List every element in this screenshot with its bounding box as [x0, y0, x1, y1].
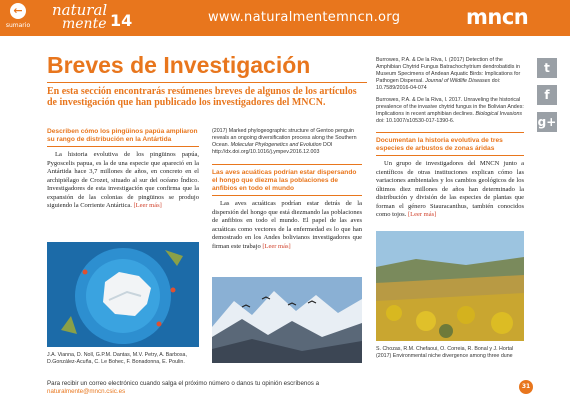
- page-number: 31: [519, 380, 533, 394]
- lead-paragraph: En esta sección encontrarás resúmenes breves de algunos de los artículos de investigación que han publicado los investigadores del MNCN.: [47, 86, 357, 108]
- site-url-link[interactable]: www.naturalmentemncn.org: [208, 10, 401, 25]
- heading-divider: [212, 164, 362, 165]
- heading-divider: [376, 155, 524, 156]
- facebook-button[interactable]: [537, 85, 557, 105]
- birds-reference-1: Burrowes, P.A. & De la Riva, I. (2017) Detection of the Amphibian Chytrid Fungus Batrachochytrium dendrobatidis in Museum Specimens of Andean Aquatic Birds: Implications for Pathogen Dispersal. Journal of Wildlife Diseases doi: 10.7589/2016-04-074: [376, 57, 521, 91]
- article-birds-fungus: [212, 128, 362, 251]
- google-plus-icon: g+: [537, 115, 557, 129]
- heading-divider: [47, 146, 199, 147]
- magazine-logo[interactable]: [48, 1, 133, 33]
- footer-note: Para recibir un correo electrónico cuando salga el próximo número o danos tu opinión escríbenos a naturalmente@mncn.csic.es: [47, 380, 320, 395]
- birds-heading: Las aves acuáticas podrían estar dispersando el hongo que diezma las poblaciones de anfibios en todo el mundo: [212, 169, 357, 192]
- logo-line2: mente: [62, 16, 107, 32]
- logo-line1: natural: [52, 1, 108, 19]
- header-bar: [0, 0, 570, 36]
- reference-journal: Biological Invasions: [475, 111, 523, 117]
- article-penguins: [47, 128, 199, 211]
- back-label: sumario: [5, 22, 31, 29]
- shrubs-body: Un grupo de investigadores del MNCN junto a científicos de otras instituciones explican cómo las variaciones ambientales y los cambios geológicos de los últimos diez millones de años han determinado la distribución y división de las especies de plantas que forman el género Stauracanthus, también conocidos como tojos. [Leer más]: [376, 160, 524, 218]
- read-more-link[interactable]: [Leer más]: [407, 211, 437, 218]
- contact-email-link[interactable]: naturalmente@mncn.csic.es: [47, 388, 126, 395]
- read-more-link[interactable]: [Leer más]: [133, 202, 162, 209]
- penguins-reference: (2017) Marked phylogeographic structure of Gentoo penguin reveals an ongoing diversification process along the Southern Ocean. Molecular Phylogenetics and Evolution DOI http://dx.doi.org/10.1016/j.ympev.2016.12.003: [212, 128, 357, 155]
- title-divider: [47, 82, 367, 83]
- reference-journal: Molecular Phylogenetics and Evolution: [230, 142, 322, 148]
- birds-reference-2: Burrowes, P.A. & De la Riva, I. 2017. Unraveling the historical prevalence of the invasive chytrid fungus in the Bolivian Andes: Implications in recent amphibian declines. Biological Invasions doi: 10.1007/s10530-017-1390-6.: [376, 97, 524, 124]
- reference-doi[interactable]: DOI http://dx.doi.org/10.1016/j.ympev.2016.12.003: [212, 142, 333, 155]
- shrubs-heading: Documentan la historia evolutiva de tres especies de arbustos de zonas áridas: [376, 137, 503, 152]
- google-plus-button[interactable]: [537, 112, 557, 132]
- penguins-body: La historia evolutiva de los pingüinos papúa, Pygoscelis papua, es la de una especie que apareció en la Antártida hace 3,7 millones de años, en concreto en el archipiélago de Crozet, situado al sur del océano Índico. Investigadores de esta investigación que confirma que la expansión de las colonias de pingüinos se produjo siguiendo la Corriente Antártica. [Leer más]: [47, 151, 199, 209]
- penguins-heading: Describen cómo los pingüinos papúa ampliaron su rango de distribución en la Antártida: [47, 128, 198, 143]
- arrow-left-icon: ←: [10, 3, 26, 19]
- twitter-button[interactable]: [537, 58, 557, 78]
- reference-doi[interactable]: doi: 10.7589/2016-04-074: [376, 78, 501, 91]
- article-shrubs: [376, 57, 524, 220]
- reference-doi[interactable]: doi: 10.1007/s10530-017-1390-6.: [376, 118, 455, 124]
- birds-body: Las aves acuáticas podrían estar detrás de la dispersión del hongo que está diezmando las poblaciones de anfibios en todo el mundo. El papel de las aves acuáticas como vectores de la enfermedad es lo que han demostrado en los Andes bolivianos investigadores que firman este trabajo [Leer más]: [212, 200, 362, 250]
- mncn-logo[interactable]: [466, 5, 529, 29]
- read-more-link[interactable]: [Leer más]: [262, 242, 291, 250]
- andes-birds-image: [212, 277, 362, 363]
- page-title: Breves de Investigación: [47, 52, 311, 78]
- antarctica-map-image: [47, 242, 199, 347]
- facebook-icon: f: [544, 88, 550, 102]
- issue-number: 14: [110, 11, 133, 30]
- reference-journal: Journal of Wildlife Diseases: [425, 78, 491, 84]
- penguins-citation: J.A. Vianna, D. Noll, G.P.M. Dantas, M.V. Petry, A. Barbosa, D.González-Acuña, C. Le Bohec, F. Bonadonna, E. Poulin.: [47, 352, 187, 365]
- brand-text: mncn: [466, 5, 529, 29]
- back-to-summary-button[interactable]: [3, 2, 33, 34]
- shrubs-citation: S. Chozas, R.M. Chefaoui, O. Correia, R. Bonal y J. Hortal (2017) Environmental niche divergence among three dune: [376, 346, 514, 359]
- dune-shrubs-image: [376, 231, 524, 341]
- twitter-icon: t: [544, 61, 550, 75]
- heading-divider: [212, 195, 362, 196]
- heading-divider: [376, 132, 524, 133]
